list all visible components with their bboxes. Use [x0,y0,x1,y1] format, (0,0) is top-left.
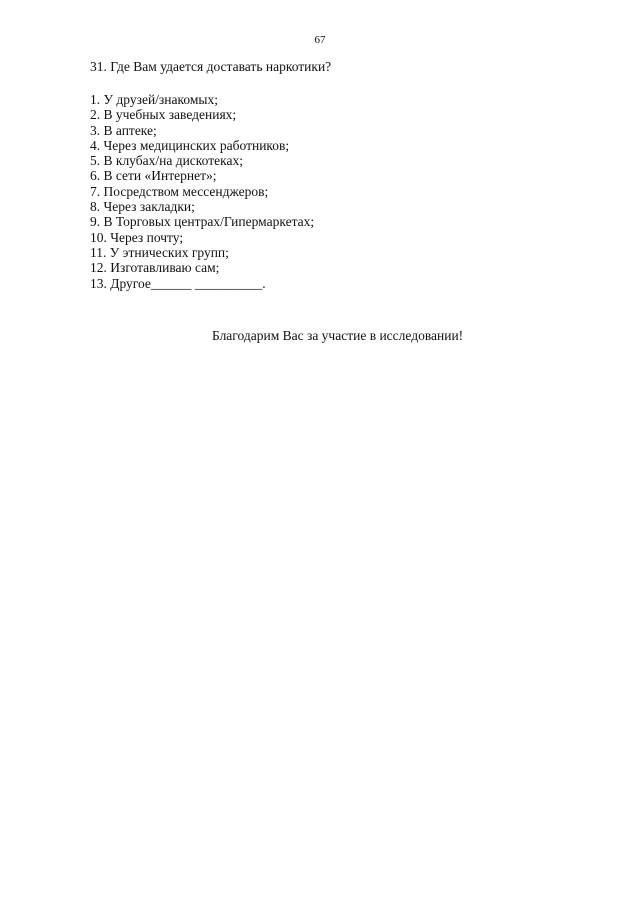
answer-option: 7. Посредством мессенджеров; [90,183,269,199]
answer-option: 9. В Торговых центрах/Гипермаркетах; [90,214,315,230]
answer-option: 11. У этнических групп; [90,244,229,260]
page-number: 67 [314,34,326,46]
answer-options-list [90,92,314,291]
answer-option: 4. Через медицинских работников; [90,137,290,153]
closing-thanks: Благодарим Вас за участие в исследовании! [212,328,464,343]
question-31: 31. Где Вам удается доставать наркотики? [90,59,332,74]
answer-option: 12. Изготавливаю сам; [90,260,220,276]
answer-option: 6. В сети «Интернет»; [90,168,217,184]
answer-option: 5. В клубах/на дискотеках; [90,153,243,169]
answer-option: 2. В учебных заведениях; [90,107,237,123]
answer-option-other: 13. Другое______ __________. [90,275,266,291]
answer-option: 3. В аптеке; [90,122,157,138]
answer-option: 1. У друзей/знакомых; [90,92,218,107]
answer-option: 10. Через почту; [90,229,184,245]
answer-option: 8. Через закладки; [90,199,195,215]
